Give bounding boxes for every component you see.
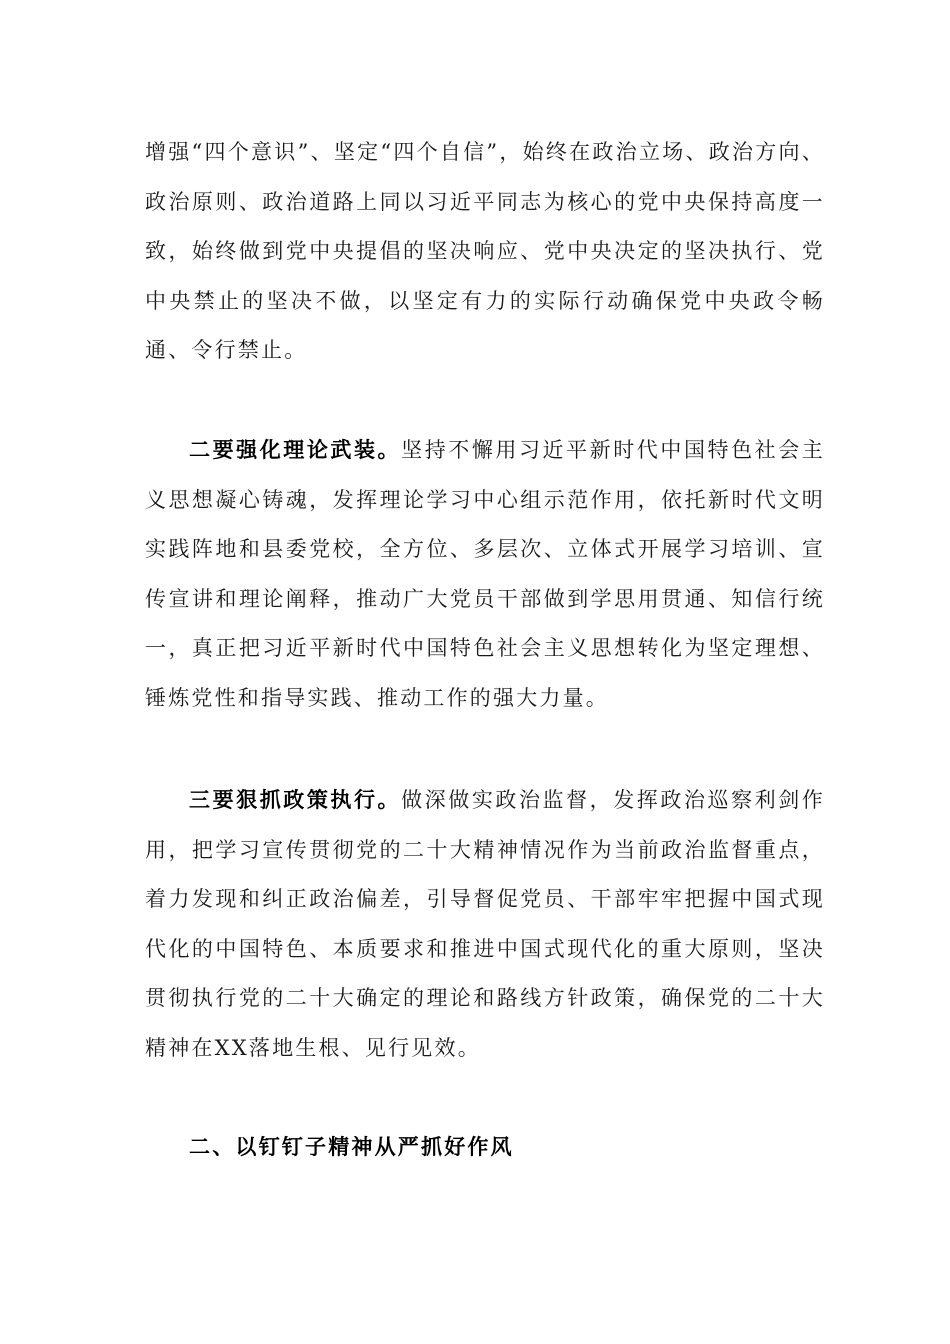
paragraph-theory [145,425,825,723]
paragraph-3-text: 做深做实政治监督，发挥政治巡察利剑作用，把学习宣传贯彻党的二十大精神情况作为当前政治监督重点，着力发现和纠正政治偏差，引导督促党员、干部牢牢把握中国式现代化的中国特色、本质要求和推进中国式现代化的重大原则，坚决贯彻执行党的二十大确定的理论和路线方针政策，确保党的二十大精神在XX落地生根、见行见效。 [145,788,825,1060]
paragraph-2-lead: 二要强化理论武装。 [189,437,402,462]
paragraph-1-text: 增强“四个意识”、坚定“四个自信”，始终在政治立场、政治方向、政治原则、政治道路上同以习近平同志为核心的党中央保持高度一致，始终做到党中央提倡的坚决响应、党中央决定的坚决执行、党中央禁止的坚决不做，以坚定有力的实际行动确保党中央政令畅通、令行禁止。 [145,140,825,362]
paragraph-policy [145,775,825,1073]
paragraph-3-lead: 三要狠抓政策执行。 [189,787,402,812]
paragraph-2-text: 坚持不懈用习近平新时代中国特色社会主义思想凝心铸魂，发挥理论学习中心组示范作用，依托新时代文明实践阵地和县委党校，全方位、多层次、立体式开展学习培训、宣传宣讲和理论阐释，推动广大党员干部做到学思用贯通、知信行统一，真正把习近平新时代中国特色社会主义思想转化为坚定理想、锤炼党性和指导实践、推动工作的强大力量。 [145,438,825,710]
paragraph-continuation [145,128,825,376]
section-heading: 二、以钉钉子精神从严抓好作风 [189,1134,514,1159]
